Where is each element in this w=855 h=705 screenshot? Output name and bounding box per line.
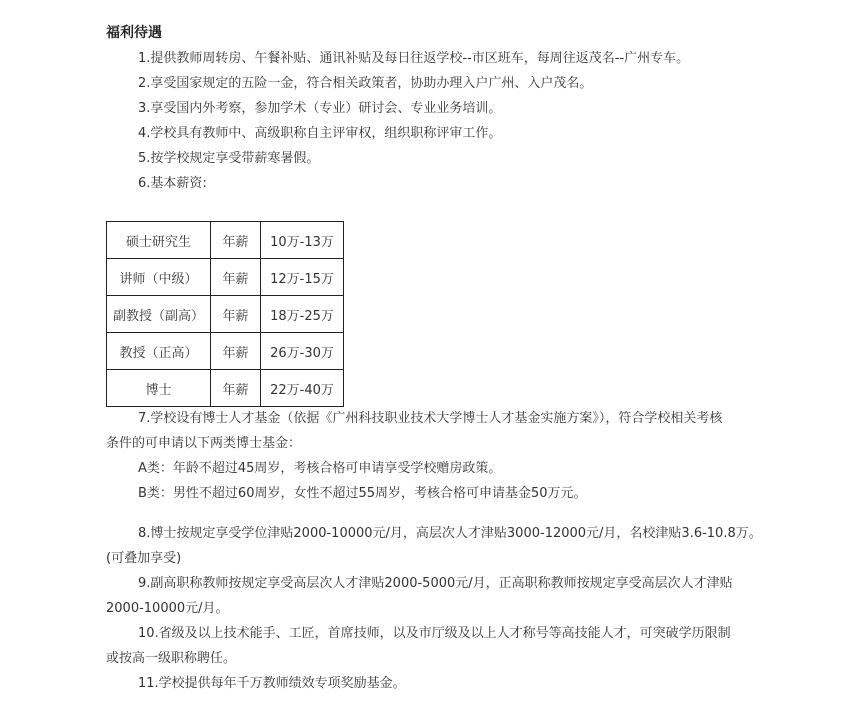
salary-amount-cell: 22万-40万 <box>261 370 344 407</box>
salary-amount-cell: 18万-25万 <box>261 296 344 333</box>
position-cell: 博士 <box>107 370 211 407</box>
table-row <box>107 370 344 407</box>
benefit-item-1: 1.提供教师周转房、午餐补贴、通讯补贴及每日往返学校--市区班车，每周往返茂名--广州专车。 <box>138 51 690 66</box>
benefit-item-2: 2.享受国家规定的五险一金，符合相关政策者，协助办理入户广州、入户茂名。 <box>138 76 593 91</box>
position-cell: 硕士研究生 <box>107 222 211 259</box>
benefit-item-3: 3.享受国内外考察，参加学术（专业）研讨会、专业业务培训。 <box>138 101 502 116</box>
salary-amount-cell: 10万-13万 <box>261 222 344 259</box>
salary-type-cell: 年薪 <box>211 296 261 333</box>
salary-amount-cell: 26万-30万 <box>261 333 344 370</box>
salary-table <box>106 221 344 407</box>
salary-amount-cell: 12万-15万 <box>261 259 344 296</box>
table-row <box>107 333 344 370</box>
table-row <box>107 296 344 333</box>
benefit-item-8-line-1: 8.博士按规定享受学位津贴2000-10000元/月，高层次人才津贴3000-12000元/月，名校津贴3.6-10.8万。 <box>138 526 762 541</box>
fund-type-b: B类：男性不超过60周岁，女性不超过55周岁，考核合格可申请基金50万元。 <box>138 486 587 501</box>
benefit-item-8-line-2: (可叠加享受) <box>106 551 182 566</box>
benefit-item-10-line-1: 10.省级及以上技术能手、工匠，首席技师，以及市厅级及以上人才称号等高技能人才，可突破学历限制 <box>138 626 731 641</box>
benefit-item-7-line-1: 7.学校设有博士人才基金（依据《广州科技职业技术大学博士人才基金实施方案》），符合学校相关考核 <box>138 411 723 426</box>
benefit-item-11: 11.学校提供每年千万教师绩效专项奖励基金。 <box>138 676 406 691</box>
benefit-item-9-line-2: 2000-10000元/月。 <box>106 601 229 616</box>
fund-type-a: A类：年龄不超过45周岁，考核合格可申请享受学校赠房政策。 <box>138 461 502 476</box>
benefit-item-5: 5.按学校规定享受带薪寒暑假。 <box>138 151 320 166</box>
benefit-item-6: 6.基本薪资: <box>138 176 207 191</box>
table-row <box>107 222 344 259</box>
benefit-item-9-line-1: 9.副高职称教师按规定享受高层次人才津贴2000-5000元/月，正高职称教师按规定享受高层次人才津贴 <box>138 576 733 591</box>
position-cell: 副教授（副高） <box>107 296 211 333</box>
salary-type-cell: 年薪 <box>211 222 261 259</box>
position-cell: 教授（正高） <box>107 333 211 370</box>
salary-type-cell: 年薪 <box>211 333 261 370</box>
salary-type-cell: 年薪 <box>211 259 261 296</box>
salary-type-cell: 年薪 <box>211 370 261 407</box>
benefit-item-7-line-2: 条件的可申请以下两类博士基金： <box>106 436 302 451</box>
section-heading: 福利待遇 <box>106 25 162 41</box>
position-cell: 讲师（中级） <box>107 259 211 296</box>
benefit-item-4: 4.学校具有教师中、高级职称自主评审权，组织职称评审工作。 <box>138 126 502 141</box>
benefit-item-10-line-2: 或按高一级职称聘任。 <box>106 651 237 666</box>
table-row <box>107 259 344 296</box>
